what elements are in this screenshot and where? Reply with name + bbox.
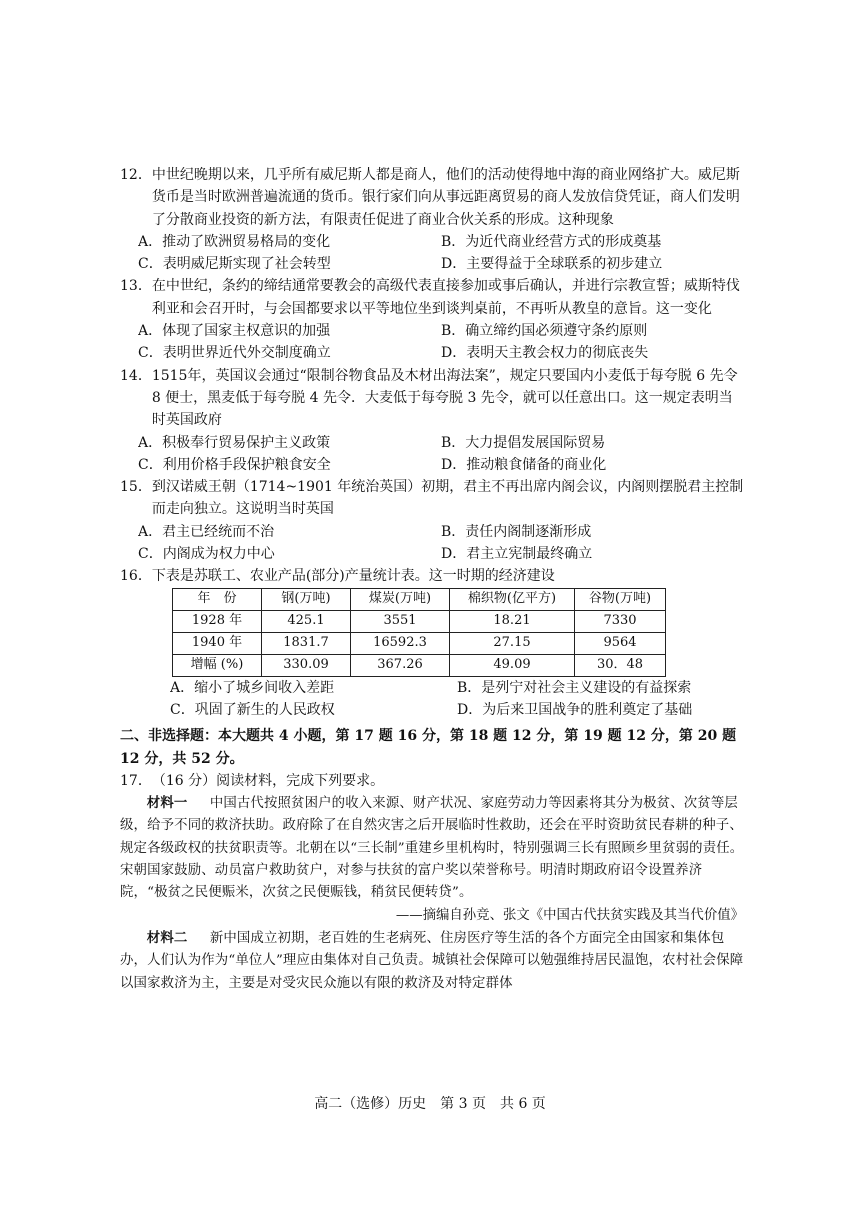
question-number: 12． (120, 167, 152, 183)
option-d: D．表明天主教会权力的彻底丧失 (441, 345, 649, 362)
table-header-cell: 棉织物(亿平方) (450, 588, 575, 610)
material-text: 中国古代按照贫困户的收入来源、财产状况、家庭劳动力等因素将其分为极贫、次贫等层级，给予不同的救济扶助。政府除了在自然灾害之后开展临时性救助，还会在平时资助贫民春耕的种子、规定各级政权的扶贫职责等。北朝在以“三长制”重建乡里机构时，特别强调三长有照顾乡里贫弱的责任。宋朝国家鼓励、动员富户救助贫户，对参与扶贫的富户奖以荣誉称号。明清时期政府诏令设置养济院，“极贫之民便赈米，次贫之民便赈钱，稍贫民便转贷”。 (120, 796, 744, 901)
page-footer: 高二（选修）历史 第 3 页 共 6 页 (314, 1096, 546, 1112)
question-12 (120, 164, 744, 275)
table-cell: 330.09 (262, 654, 351, 676)
question-stem: 下表是苏联工、农业产品(部分)产量统计表。这一时期的经济建设 (151, 568, 555, 585)
question-number: 13． (120, 278, 152, 295)
question-17 (120, 770, 744, 995)
table-cell: 3551 (351, 610, 450, 632)
options (120, 231, 744, 276)
question-number: 14． (120, 367, 152, 384)
table-row (173, 632, 666, 654)
question-stem: 到汉诺威王朝（1714~1901 年统治英国）初期，君主不再出席内阁会议，内阁则摆脱君主控制而走向独立。这说明当时英国 (151, 479, 744, 518)
option-c: C．表明威尼斯实现了社会转型 (138, 256, 331, 273)
option-d: D．推动粮食储备的商业化 (441, 456, 607, 473)
option-a: A．缩小了城乡间收入差距 (170, 679, 335, 696)
table-cell: 7330 (575, 610, 666, 632)
material-one (120, 792, 744, 904)
question-12-stem-row (120, 164, 744, 231)
question-17-stem-row (120, 770, 744, 792)
question-number: 17． (120, 772, 152, 789)
table-cell: 49.09 (450, 654, 575, 676)
question-stem: 中世纪晚期以来，几乎所有威尼斯人都是商人，他们的活动使得地中海的商业网络扩大。威尼斯货币是当时欧洲普遍流通的货币。银行家们向从事远距离贸易的商人发放信贷凭证，商人们发明了分散商业投资的新方法，有限责任促进了商业合伙关系的形成。这种现象 (151, 167, 740, 228)
question-16-stem-row (120, 565, 744, 587)
material-source: ——摘编自孙竞、张文《中国古代扶贫实践及其当代价值》 (395, 907, 744, 923)
table-cell: 16592.3 (351, 632, 450, 654)
option-a: A．积极奉行贸易保护主义政策 (138, 434, 331, 451)
table-row (173, 654, 666, 676)
material-label: 材料一 (146, 795, 188, 812)
option-a: A．推动了欧洲贸易格局的变化 (138, 233, 331, 250)
exam-content (120, 164, 744, 995)
option-c: C．巩固了新生的人民政权 (170, 701, 335, 718)
option-b: B．为近代商业经营方式的形成奠基 (441, 233, 662, 250)
table-cell: 27.15 (450, 632, 575, 654)
option-a: A．君主已经统而不治 (138, 523, 275, 540)
table-cell: 425.1 (262, 610, 351, 632)
question-stem: （16 分）阅读材料，完成下列要求。 (151, 772, 385, 789)
table-cell: 30．48 (575, 654, 666, 676)
option-d: D．为后来卫国战争的胜利奠定了基础 (457, 701, 693, 718)
material-label: 材料二 (146, 929, 188, 946)
option-b: B．确立缔约国必须遵守条约原则 (441, 323, 648, 340)
production-table (172, 588, 666, 677)
option-b: B．是列宁对社会主义建设的有益探索 (457, 679, 692, 696)
options (120, 677, 744, 722)
options (120, 432, 744, 477)
question-15-stem-row (120, 476, 744, 521)
material-text: 新中国成立初期，老百姓的生老病死、住房医疗等生活的各个方面完全由国家和集体包办，人们认为作为“单位人”理应由集体对自己负责。城镇社会保障可以勉强维持居民温饱，农村社会保障以国家救济为主，主要是对受灾民众施以有限的救济及对特定群体 (120, 930, 744, 991)
table-header-cell: 谷物(万吨) (575, 588, 666, 610)
question-stem: 在中世纪，条约的缔结通常要教会的高级代表直接参加或事后确认，并进行宗教宣誓；威斯特伐利亚和会召开时，与会国都要求以平等地位坐到谈判桌前，不再听从教皇的意旨。这一变化 (151, 278, 740, 317)
table-cell: 367.26 (351, 654, 450, 676)
option-c: C．内阁成为权力中心 (138, 546, 275, 563)
table-cell: 1831.7 (262, 632, 351, 654)
table-cell: 增幅 (%) (173, 654, 262, 676)
option-b: B．大力提倡发展国际贸易 (441, 434, 606, 451)
table-header-cell: 煤炭(万吨) (351, 588, 450, 610)
question-14 (120, 365, 744, 476)
section-heading: 二、非选择题：本大题共 4 小题，第 17 题 16 分，第 18 题 12 分，第 19 题 12 分，第 20 题 12 分，共 52 分。 (120, 728, 737, 767)
question-number: 15． (120, 479, 152, 496)
table-header-row (173, 588, 666, 610)
options (120, 320, 744, 365)
option-a: A．体现了国家主权意识的加强 (138, 323, 331, 340)
table-cell: 1940 年 (173, 632, 262, 654)
table-cell: 18.21 (450, 610, 575, 632)
question-14-stem-row (120, 365, 744, 432)
question-number: 16． (120, 568, 152, 585)
table-cell: 1928 年 (173, 610, 262, 632)
option-c: C．利用价格手段保护粮食安全 (138, 456, 331, 473)
question-13 (120, 275, 744, 364)
material-two (120, 927, 744, 995)
option-b: B．责任内阁制逐渐形成 (441, 523, 592, 540)
table-header-cell: 钢(万吨) (262, 588, 351, 610)
question-16 (120, 565, 744, 721)
table-cell: 9564 (575, 632, 666, 654)
table-header-cell: 年 份 (173, 588, 262, 610)
table-row (173, 610, 666, 632)
options (120, 521, 744, 566)
question-13-stem-row (120, 275, 744, 320)
option-d: D．君主立宪制最终确立 (441, 546, 593, 563)
question-stem: 1515年，英国议会通过“限制谷物食品及木材出海法案”，规定只要国内小麦低于每夸脱 6 先令 8 便士，黑麦低于每夸脱 4 先令．大麦低于每夸脱 3 先令，就可以任意出口。这一规定表明当时英国政府 (151, 367, 738, 429)
option-d: D．主要得益于全球联系的初步建立 (441, 256, 663, 273)
question-15 (120, 476, 744, 565)
option-c: C．表明世界近代外交制度确立 (138, 345, 331, 362)
